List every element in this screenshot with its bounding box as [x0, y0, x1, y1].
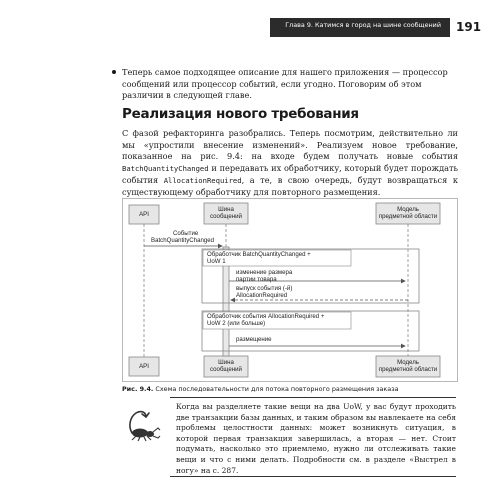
running-header [0, 18, 500, 38]
handler2-label-1: Обработчик события AllocationRequired + [207, 313, 325, 320]
bullet-text: Теперь самое подходящее описание для нашего приложения — процессор сообщений или процессор событий, если угодно. Поговорим об этом различии в следующей главе. [122, 67, 448, 101]
scorpion-icon [122, 402, 162, 442]
sequence-diagram [122, 198, 458, 382]
bus-label-top-2: сообщений [210, 213, 242, 220]
page-number: 191 [456, 20, 482, 34]
code-batch: Batch [122, 164, 144, 174]
change-label-1: изменение размера [236, 269, 293, 276]
model-label-top-1: Модель [397, 206, 419, 213]
api-label-bottom: API [139, 363, 149, 370]
body-text-1: С фазой рефакторинга разобрались. Теперь посмотрим, действительно ли мы «упростили внесение изменений». Реализуем новое требование, показанное на рис. 9.4: на входе будем получать новые события [122, 128, 458, 162]
bus-label-bottom-2: сообщений [210, 366, 242, 373]
code-allocation-required: AllocationRequired [163, 175, 242, 185]
api-label-top: API [139, 211, 149, 218]
allocation-label: размещение [236, 336, 272, 343]
bus-label-bottom-1: Шина [218, 359, 234, 366]
figure-caption [122, 385, 458, 393]
emit-label-2: AllocationRequired [236, 292, 288, 299]
model-label-bottom-2: предметной области [378, 366, 438, 373]
figure-caption-text: Схема последовательности для потока повторного размещения заказа [153, 385, 399, 393]
handler1-label-1: Обработчик BatchQuantityChanged + [207, 251, 311, 258]
note-bottom-rule [170, 476, 456, 477]
change-label-2: партии товара [236, 276, 277, 283]
chapter-title: Глава 9. Катимся в город на шине сообщений [285, 21, 441, 29]
body-text-3: , а те, в свою очередь, будут возвращаться к существующему обработчику для повторного размещения. [122, 174, 458, 197]
body-text-2: и передавать их обработчику, который будет порождать события [122, 163, 458, 185]
body-paragraph [122, 128, 458, 198]
event-label-1: Событие [173, 230, 199, 237]
model-label-top-2: предметной области [378, 213, 438, 220]
bullet-item [122, 67, 456, 102]
emit-label-1: выпуск события (-й) [236, 285, 293, 292]
model-label-bottom-1: Модель [397, 359, 419, 366]
note-top-rule [170, 397, 456, 398]
section-title: Реализация нового требования [122, 106, 359, 122]
bus-label-top-1: Шина [218, 206, 234, 213]
warning-note-text: Когда вы разделяете такие вещи на два UoW, у вас будут проходить две транзакции базы данных, и таким образом вы навлекаете на себя проблемы целостности данных: может возникнуть ситуация, в которой первая транзакция завершилась, а вторая — нет. Стоит подумать, насколько это приемлемо, нужно ли отслеживать такие вещи и что с ними делать. Подробности см. в разделе «Выстрел в ногу» на с. 287. [176, 402, 456, 475]
handler2-label-2: UoW 2 (или больше) [207, 320, 266, 327]
event-label-2: BatchQuantityChanged [151, 237, 215, 244]
bullet-dot [112, 70, 116, 74]
figure-number: Рис. 9.4. [122, 385, 154, 393]
code-quantity-changed: QuantityChanged [143, 164, 209, 174]
handler1-label-2: UoW 1 [207, 258, 226, 265]
